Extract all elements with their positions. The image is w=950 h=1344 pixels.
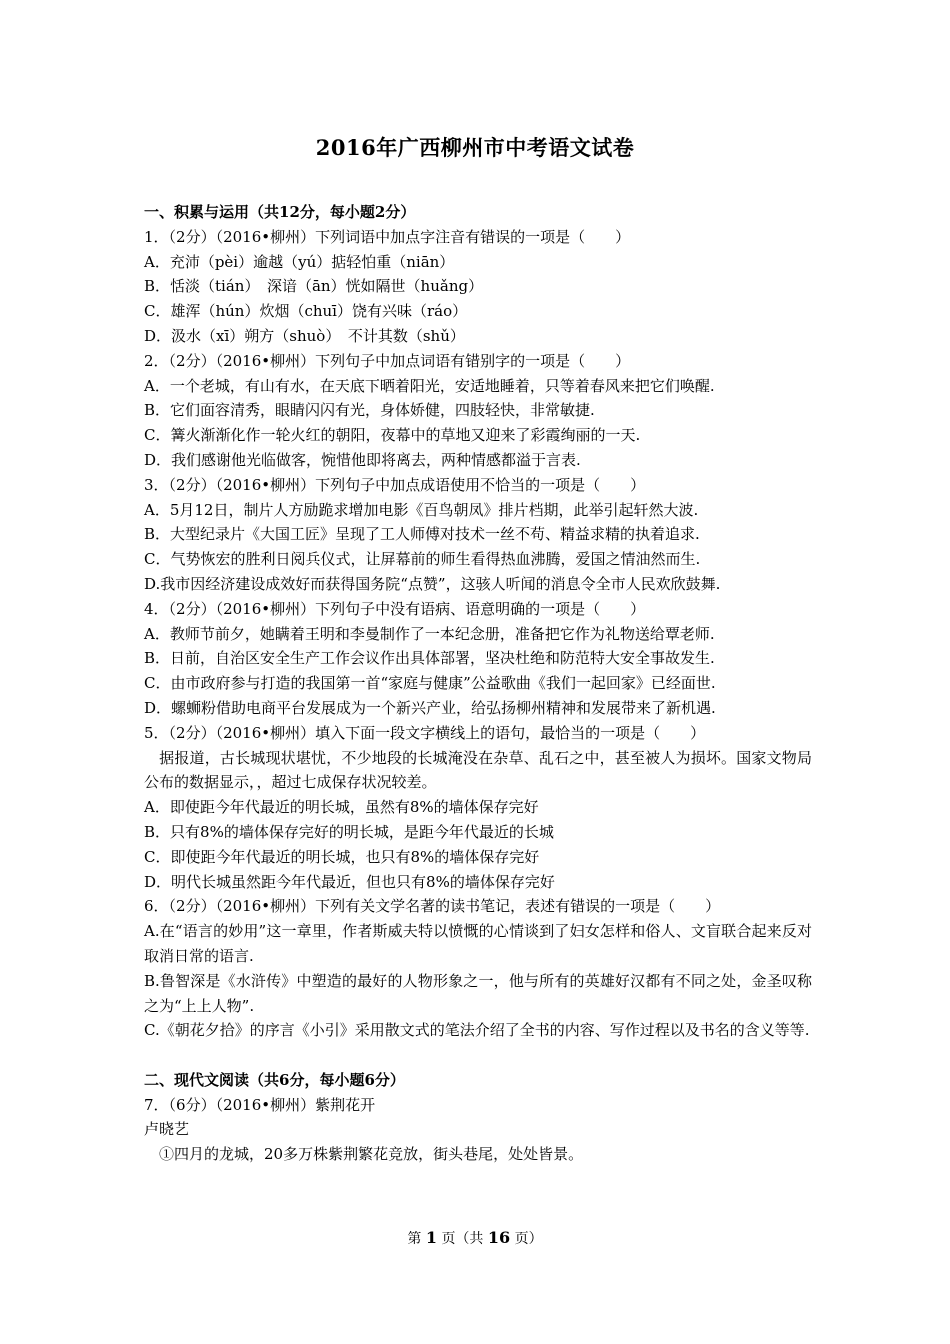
text-line: D．螺蛳粉借助电商平台发展成为一个新兴产业，给弘扬柳州精神和发展带来了新机遇. — [144, 698, 716, 717]
text-line: C．雄浑（hún）炊烟（chuī）饶有兴味（ráo） — [144, 302, 468, 321]
section-heading: 一、积累与运用（共12分，每小题2分） — [144, 203, 416, 221]
text-line: A．一个老城，有山有水，在天底下晒着阳光，安适地睡着，只等着春风来把它们唤醒. — [144, 376, 715, 395]
page-footer — [0, 1228, 950, 1248]
text-line: 卢晓艺 — [144, 1120, 190, 1139]
text-line: B．日前，自治区安全生产工作会议作出具体部署，坚决杜绝和防范特大安全事故发生. — [144, 649, 715, 668]
text-line: A.在“语言的妙用”这一章里，作者斯威夫特以愤慨的心情谈到了妇女怎样和俗人、文盲联合起来反对取消日常的语言. — [144, 922, 812, 965]
text-line: D．我们感谢他光临做客，惋惜他即将离去，两种情感都溢于言表. — [144, 450, 581, 469]
footer-page-number: 1 — [425, 1228, 437, 1247]
text-line: 4．（2分）（2016•柳州）下列句子中没有语病、语意明确的一项是（ ） — [144, 599, 646, 618]
text-line: D．汲水（xī）朔方（shuò） 不计其数（shǔ） — [144, 326, 465, 345]
text-line: 1．（2分）（2016•柳州）下列词语中加点字注音有错误的一项是（ ） — [144, 227, 631, 246]
text-line: B．恬淡（tián） 深谙（ān）恍如隔世（huǎng） — [144, 277, 484, 296]
text-line: C.《朝花夕拾》的序言《小引》采用散文式的笔法介绍了全书的内容、写作过程以及书名的含义等等. — [144, 1021, 810, 1040]
text-line: 据报道，古长城现状堪忧，不少地段的长城淹没在杂草、乱石之中，甚至被人为损坏。国家文物局公布的数据显示，，超过七成保存状况较差。 — [144, 748, 812, 792]
text-line: B.鲁智深是《水浒传》中塑造的最好的人物形象之一，他与所有的英雄好汉都有不同之处，金圣叹称之为“上上人物”. — [144, 971, 812, 1015]
footer-prefix: 第 — [407, 1231, 422, 1247]
text-line: A．即使距今年代最近的明长城，虽然有8%的墙体保存完好 — [144, 798, 539, 817]
section-heading: 二、现代文阅读（共6分，每小题6分） — [144, 1070, 405, 1089]
text-line: 5．（2分）（2016•柳州）填入下面一段文字横线上的语句，最恰当的一项是（ ） — [144, 723, 706, 742]
text-line: A．充沛（pèi）逾越（yú）掂轻怕重（niān） — [144, 252, 455, 271]
text-line: B．大型纪录片《大国工匠》呈现了工人师傅对技术一丝不苟、精益求精的执着追求. — [144, 525, 700, 544]
text-line: 2．（2分）（2016•柳州）下列句子中加点词语有错别字的一项是（ ） — [144, 351, 631, 370]
text-line: 7．（6分）（2016•柳州）紫荆花开 — [144, 1095, 376, 1114]
footer-middle: 页（共 — [441, 1231, 484, 1247]
text-line: C．篝火渐渐化作一轮火红的朝阳，夜幕中的草地又迎来了彩霞绚丽的一天. — [144, 426, 641, 445]
text-line: 3．（2分）（2016•柳州）下列句子中加点成语使用不恰当的一项是（ ） — [144, 475, 646, 494]
text-line: C．由市政府参与打造的我国第一首“家庭与健康”公益歌曲《我们一起回家》已经面世. — [144, 674, 716, 693]
document-body — [144, 200, 812, 1167]
text-line: D.我市因经济建设成效好而获得国务院“点赞”，这骇人听闻的消息令全市人民欢欣鼓舞. — [144, 574, 721, 593]
footer-total-pages: 16 — [487, 1228, 511, 1247]
text-line: B．只有8%的墙体保存完好的明长城，是距今年代最近的长城 — [144, 822, 554, 841]
text-line: A．教师节前夕，她瞒着王明和李曼制作了一本纪念册，准备把它作为礼物送给覃老师. — [144, 624, 715, 643]
text-line: 6．（2分）（2016•柳州）下列有关文学名著的读书笔记，表述有错误的一项是（ ） — [144, 897, 721, 916]
document-title: 2016年广西柳州市中考语文试卷 — [315, 135, 635, 160]
footer-suffix: 页） — [514, 1231, 543, 1247]
text-line: D．明代长城虽然距今年代最近，但也只有8%的墙体保存完好 — [144, 872, 555, 891]
text-line: C．气势恢宏的胜利日阅兵仪式，让屏幕前的师生看得热血沸腾，爱国之情油然而生. — [144, 550, 701, 569]
text-line: ①四月的龙城，20多万株紫荆繁花竞放，街头巷尾，处处皆景。 — [144, 1145, 584, 1164]
text-line: C．即使距今年代最近的明长城，也只有8%的墙体保存完好 — [144, 847, 540, 866]
spacer — [144, 1043, 812, 1068]
text-line: B．它们面容清秀，眼睛闪闪有光，身体娇健，四肢轻快，非常敏捷. — [144, 401, 595, 420]
text-line: A．5月12日，制片人方励跪求增加电影《百鸟朝凤》排片档期，此举引起轩然大波. — [144, 500, 699, 519]
